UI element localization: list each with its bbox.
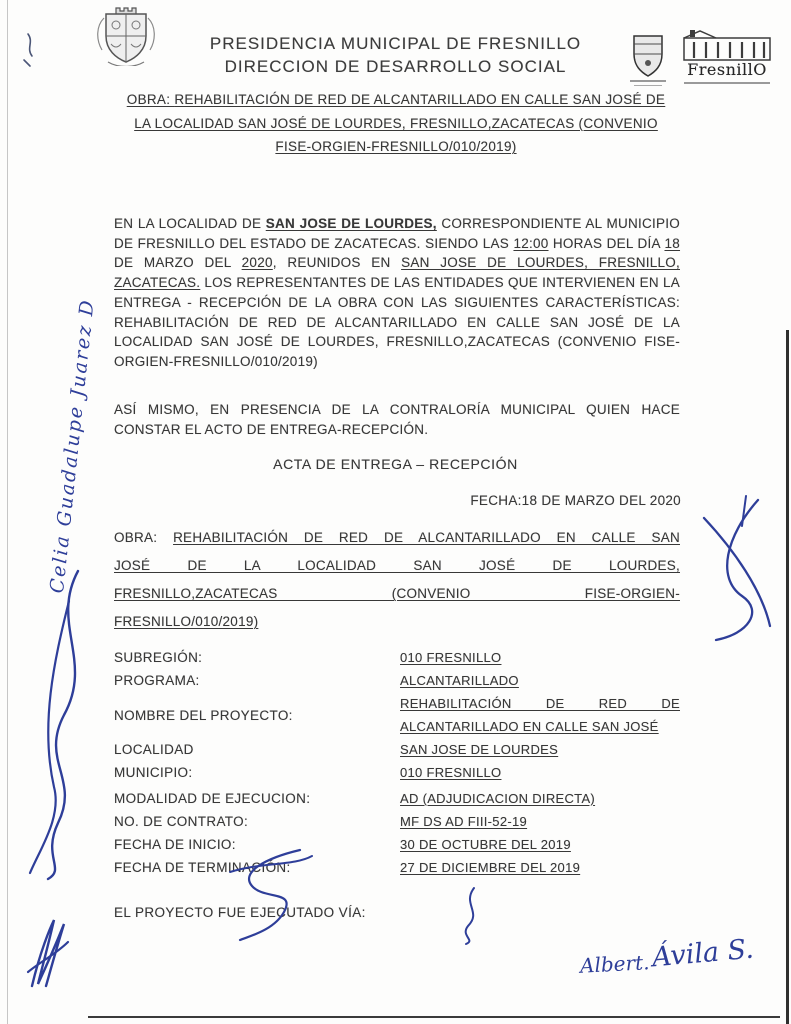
field-label: FECHA DE TERMINACIÓN: (114, 860, 291, 875)
field-row-municipio (114, 761, 680, 784)
handwritten-signature-name-2: Ávila S. (650, 933, 755, 974)
field-value: MF DS AD FIII-52-19 (400, 814, 528, 829)
field-row-fecha-terminacion (114, 856, 680, 879)
small-shield-caption-strip (630, 80, 666, 82)
fresnillo-tagline-strip (684, 82, 770, 84)
field-value: 27 DE DICIEMBRE DEL 2019 (400, 860, 581, 875)
field-row-modalidad (114, 787, 680, 810)
field-row-subregion (114, 646, 680, 669)
signature-bottom-left-scribble (20, 912, 76, 992)
field-value: AD (ADJUDICACION DIRECTA) (400, 791, 596, 806)
handwritten-margin-name: Celia Guadalupe Juarez D (46, 297, 99, 595)
obra-paragraph-line: FRESNILLO/010/2019) (114, 614, 259, 629)
field-label: SUBREGIÓN: (114, 650, 203, 665)
field-value: REHABILITACIÓN DE RED DE ALCANTARILLADO EN CALLE SAN JOSÉ (400, 696, 680, 734)
signature-small-squiggle (450, 884, 492, 948)
field-row-contrato (114, 810, 680, 833)
obra-paragraph-line: OBRA: REHABILITACIÓN DE RED DE ALCANTARILLADO EN CALLE SAN (114, 530, 680, 545)
field-value: ALCANTARILLADO (400, 673, 519, 688)
obra-paragraph-line: FRESNILLO,ZACATECAS (CONVENIO FISE-ORGIEN- (114, 586, 680, 601)
department-title: DIRECCION DE DESARROLLO SOCIAL (224, 57, 567, 76)
field-value: 010 FRESNILLO (400, 765, 502, 780)
fecha-line: FECHA:18 DE MARZO DEL 2020 (470, 493, 681, 508)
small-coat-of-arms-icon (628, 32, 668, 80)
scan-edge-left (7, 0, 8, 1024)
fresnillo-building-icon (680, 28, 776, 62)
acta-title: ACTA DE ENTREGA – RECEPCIÓN (273, 456, 518, 472)
field-row-localidad (114, 738, 680, 761)
field-value: 30 DE OCTUBRE DEL 2019 (400, 837, 571, 852)
field-label: FECHA DE INICIO: (114, 837, 236, 852)
field-value: 010 FRESNILLO (400, 650, 502, 665)
fresnillo-wordmark: FresnillO (687, 60, 767, 79)
field-label: PROGRAMA: (114, 673, 200, 688)
scan-edge-right (786, 330, 789, 1024)
small-shield-caption-strip-2 (634, 85, 662, 86)
field-row-fecha-inicio (114, 833, 680, 856)
field-label: LOCALIDAD (114, 742, 194, 757)
field-label: NO. DE CONTRATO: (114, 814, 249, 829)
field-row-nombre-proyecto (114, 692, 680, 738)
ejecutado-via-line: EL PROYECTO FUE EJECUTADO VÍA: (114, 905, 366, 920)
pen-marks-top-left (20, 30, 46, 70)
header-obra-paragraph: OBRA: REHABILITACIÓN DE RED DE ALCANTARILLADO EN CALLE SAN JOSÉ DE LA LOCALIDAD SAN JOSÉ DE LOURDES, FRESNILLO,ZACATECAS (CONVENIO FISE-ORGIEN-FRESNILLO/010/2019) (126, 92, 666, 154)
scan-edge-bottom (88, 1016, 780, 1018)
signature-right-flourish (690, 492, 776, 647)
field-label: NOMBRE DEL PROYECTO: (114, 707, 293, 723)
signature-left-flourish (14, 565, 102, 885)
obra-paragraph-line: JOSÉ DE LA LOCALIDAD SAN JOSÉ DE LOURDES, (114, 558, 680, 573)
signature-center (222, 838, 318, 944)
project-fields-table (114, 646, 680, 879)
obra-paragraph (114, 524, 680, 636)
handwritten-signature-name-1: Albert. (579, 950, 651, 978)
field-row-programa (114, 669, 680, 692)
field-label: MODALIDAD DE EJECUCION: (114, 791, 311, 806)
field-value: SAN JOSE DE LOURDES (400, 742, 559, 757)
field-label: MUNICIPIO: (114, 765, 193, 780)
institution-title: PRESIDENCIA MUNICIPAL DE FRESNILLO (209, 34, 582, 53)
contraloria-paragraph: ASÍ MISMO, EN PRESENCIA DE LA CONTRALORÍA MUNICIPAL QUIEN HACE CONSTAR EL ACTO DE ENTREGA-RECEPCIÓN. (114, 402, 680, 437)
intro-paragraph: EN LA LOCALIDAD DE SAN JOSE DE LOURDES, CORRESPONDIENTE AL MUNICIPIO DE FRESNILLO DEL ESTADO DE ZACATECAS. SIENDO LAS 12:00 HORAS DEL DÍA 18 DE MARZO DEL 2020, REUNIDOS EN SAN JOSE DE LOURDES, FRESNILLO, ZACATECAS. LOS REPRESENTANTES DE LAS ENTIDADES QUE INTERVIENEN EN LA ENTREGA - RECEPCIÓN DE LA OBRA CON LAS SIGUIENTES CARACTERÍSTICAS: REHABILITACIÓN DE RED DE ALCANTARILLADO EN CALLE SAN JOSÉ DE LA LOCALIDAD SAN JOSÉ DE LOURDES, FRESNILLO,ZACATECAS (CONVENIO FISE-ORGIEN-FRESNILLO/010/2019) (114, 216, 681, 369)
